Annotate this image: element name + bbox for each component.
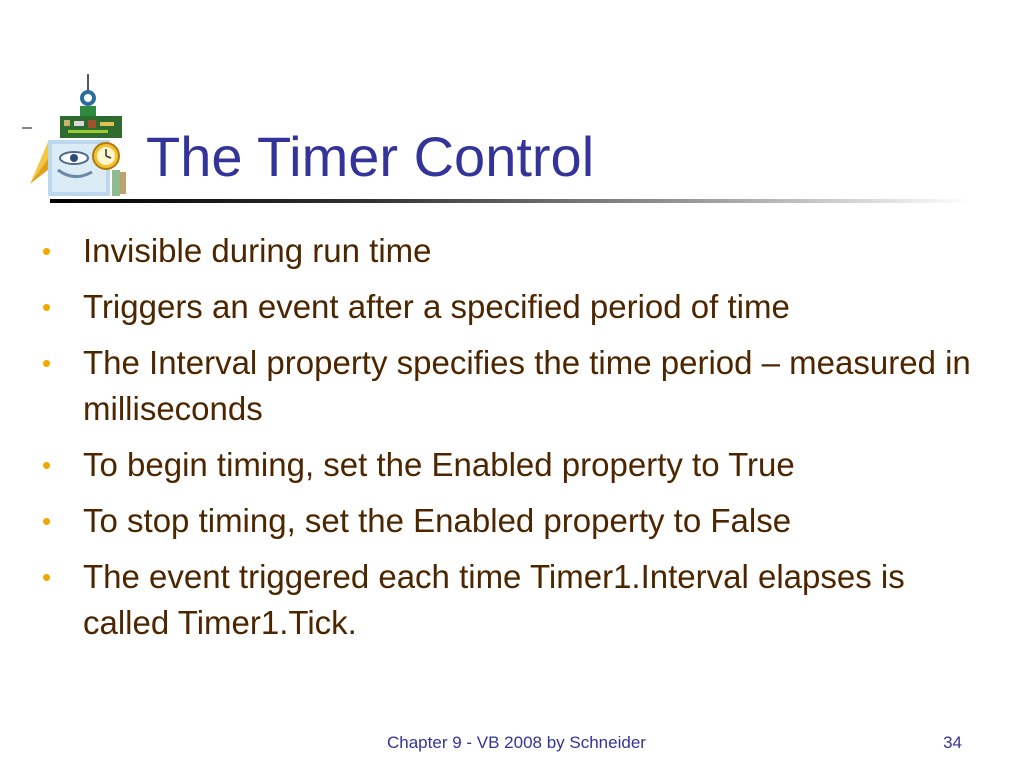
- bullet-text: Triggers an event after a specified period of time: [83, 288, 790, 325]
- bullet-icon: •: [42, 450, 52, 480]
- bullet-list: [42, 228, 982, 656]
- bullet-text: To begin timing, set the Enabled property to True: [83, 446, 795, 483]
- list-item: [42, 340, 982, 432]
- list-item: [42, 498, 982, 544]
- list-item: [42, 442, 982, 488]
- list-item: [42, 284, 982, 330]
- bullet-text: To stop timing, set the Enabled property to False: [83, 502, 792, 539]
- footer-text: Chapter 9 - VB 2008 by Schneider: [387, 733, 646, 752]
- bullet-icon: •: [42, 506, 52, 536]
- bullet-icon: •: [42, 236, 52, 266]
- bullet-icon: •: [42, 348, 52, 378]
- bullet-icon: •: [42, 562, 52, 592]
- list-item: [42, 228, 982, 274]
- page-number: 34: [943, 733, 962, 752]
- bullet-text: Invisible during run time: [83, 232, 432, 269]
- bullet-icon: •: [42, 292, 52, 322]
- bullet-text: The event triggered each time Timer1.Interval elapses is called Timer1.Tick.: [83, 558, 905, 641]
- bullet-text: The Interval property specifies the time period – measured in milliseconds: [83, 344, 971, 427]
- list-item: [42, 554, 982, 646]
- clipart-collage-icon: [22, 72, 132, 200]
- slide-title: The Timer Control: [146, 125, 595, 188]
- title-divider: [50, 199, 970, 203]
